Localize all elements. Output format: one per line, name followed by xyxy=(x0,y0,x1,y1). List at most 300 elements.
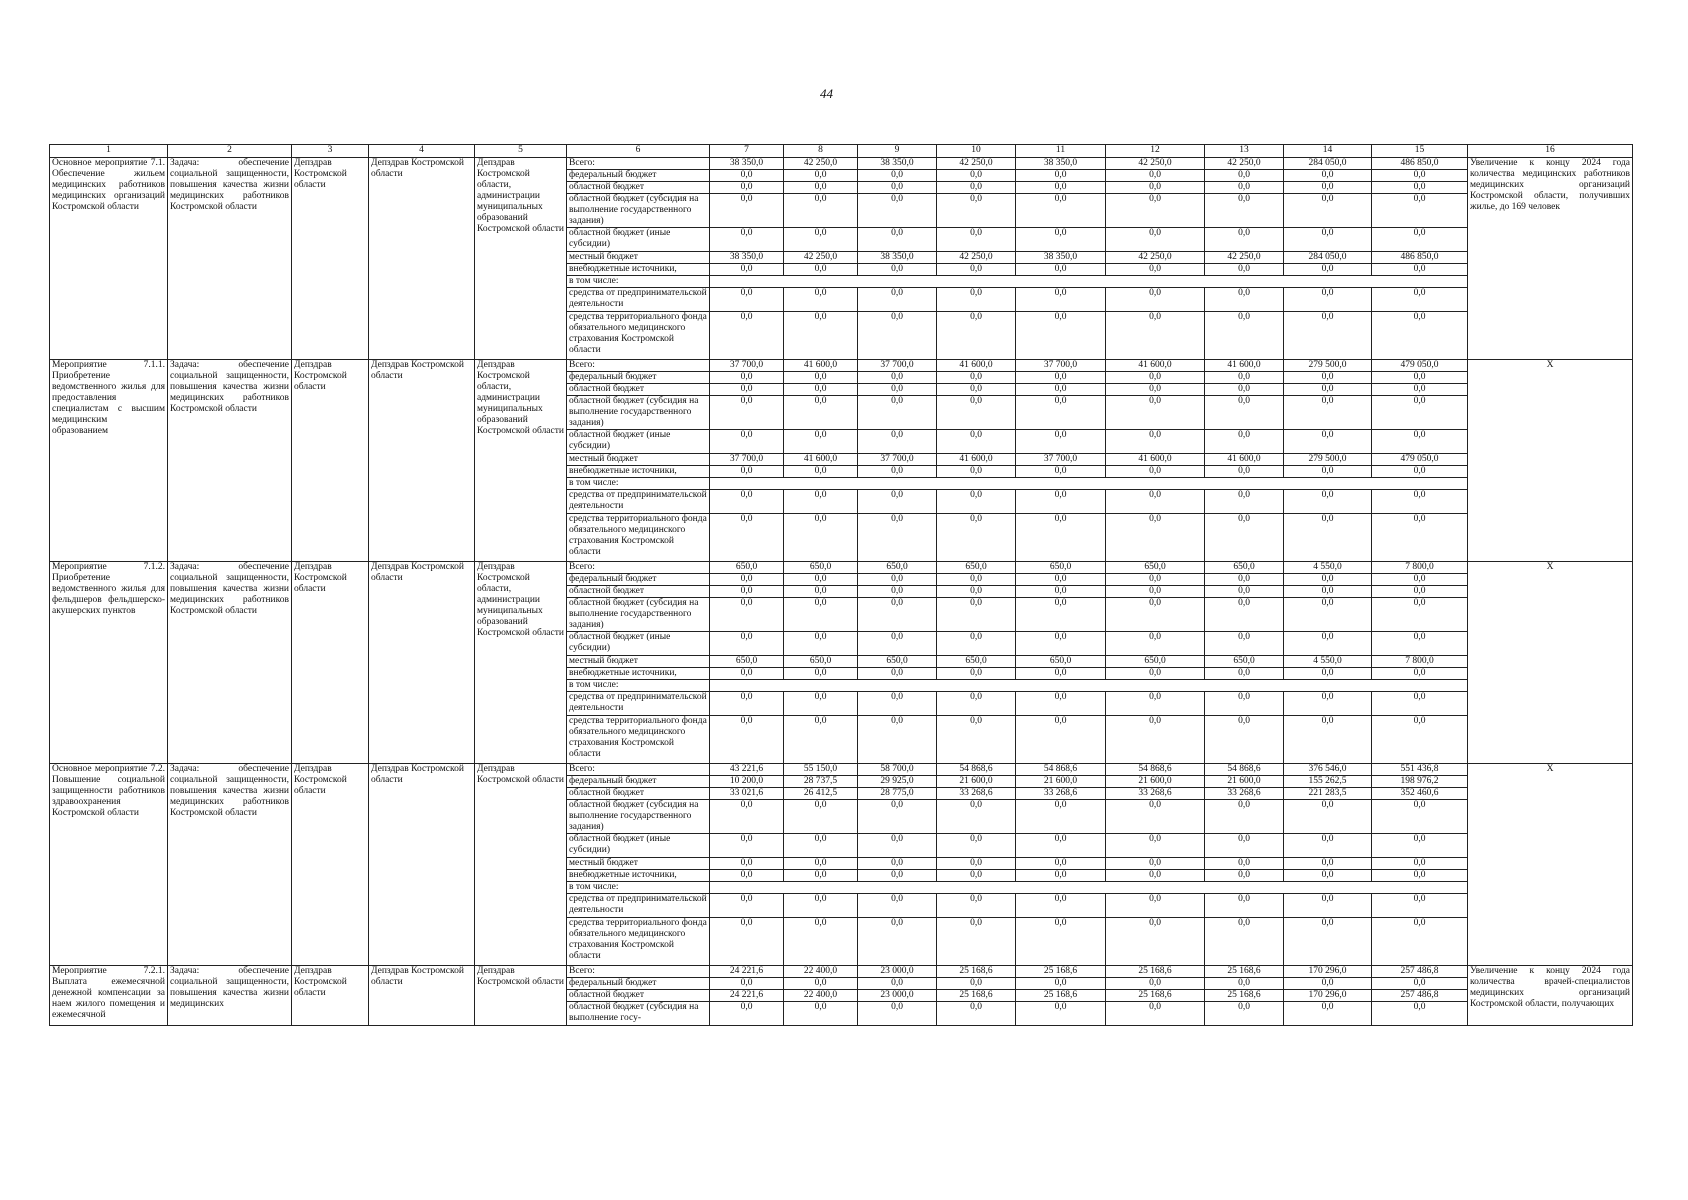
value-cell: 54 868,6 xyxy=(937,764,1016,776)
value-cell: 0,0 xyxy=(1284,668,1372,680)
executor-cell: Депздрав Костромской области xyxy=(369,360,475,562)
value-cell: 0,0 xyxy=(1205,800,1284,834)
task-cell: Задача: обеспечение социальной защищенности, повышения качества жизни медицинских xyxy=(168,966,292,1026)
value-cell: 0,0 xyxy=(1284,194,1372,228)
value-cell: 0,0 xyxy=(710,430,784,454)
value-cell: 25 168,6 xyxy=(1106,990,1205,1002)
table-row xyxy=(50,158,1633,170)
value-cell: 0,0 xyxy=(1106,372,1205,384)
value-cell: 0,0 xyxy=(784,574,858,586)
value-cell: 0,0 xyxy=(1106,430,1205,454)
value-cell: 0,0 xyxy=(1205,372,1284,384)
value-cell: 0,0 xyxy=(1372,586,1468,598)
value-cell: 0,0 xyxy=(858,288,937,312)
value-cell: 0,0 xyxy=(858,894,937,918)
value-cell: 0,0 xyxy=(710,384,784,396)
value-cell: 0,0 xyxy=(1372,466,1468,478)
value-cell: 38 350,0 xyxy=(1016,252,1106,264)
table-row xyxy=(50,966,1633,978)
value-cell: 0,0 xyxy=(1372,834,1468,858)
col-header: 9 xyxy=(858,145,937,158)
col-header: 4 xyxy=(369,145,475,158)
funding-source-label: местный бюджет xyxy=(567,252,710,264)
value-cell: 0,0 xyxy=(1016,264,1106,276)
funding-source-label: внебюджетные источники, xyxy=(567,668,710,680)
value-cell: 0,0 xyxy=(710,586,784,598)
empty-cell xyxy=(710,882,1468,894)
value-cell: 33 268,6 xyxy=(1205,788,1284,800)
value-cell: 0,0 xyxy=(1205,1002,1284,1026)
value-cell: 170 296,0 xyxy=(1284,966,1372,978)
funding-source-label: средства от предпринимательской деятельности xyxy=(567,288,710,312)
value-cell: 0,0 xyxy=(710,834,784,858)
responsible-cell: Депздрав Костромской области xyxy=(292,966,369,1026)
value-cell: 0,0 xyxy=(1106,668,1205,680)
value-cell: 0,0 xyxy=(1106,228,1205,252)
value-cell: 0,0 xyxy=(937,978,1016,990)
value-cell: 0,0 xyxy=(858,870,937,882)
value-cell: 0,0 xyxy=(858,430,937,454)
funding-source-label: средства от предпринимательской деятельности xyxy=(567,692,710,716)
col-header: 5 xyxy=(475,145,567,158)
value-cell: 284 050,0 xyxy=(1284,252,1372,264)
value-cell: 0,0 xyxy=(1284,430,1372,454)
value-cell: 0,0 xyxy=(784,598,858,632)
result-cell: Увеличение к концу 2024 года количества медицинских работников медицинских организаций Костромской области, получивших жилье, до 169 человек xyxy=(1468,158,1633,360)
value-cell: 0,0 xyxy=(710,264,784,276)
empty-cell xyxy=(710,680,1468,692)
value-cell: 0,0 xyxy=(1205,574,1284,586)
executor-cell: Депздрав Костромской области xyxy=(369,764,475,966)
participants-cell: Депздрав Костромской области xyxy=(475,966,567,1026)
value-cell: 0,0 xyxy=(1284,490,1372,514)
value-cell: 0,0 xyxy=(784,288,858,312)
value-cell: 22 400,0 xyxy=(784,966,858,978)
value-cell: 43 221,6 xyxy=(710,764,784,776)
value-cell: 0,0 xyxy=(858,384,937,396)
funding-source-label: средства территориального фонда обязательного медицинского страхования Костромской области xyxy=(567,716,710,764)
task-cell: Задача: обеспечение социальной защищенности, повышения качества жизни медицинских работников Костромской области xyxy=(168,360,292,562)
funding-source-label: федеральный бюджет xyxy=(567,574,710,586)
value-cell: 0,0 xyxy=(1284,598,1372,632)
value-cell: 42 250,0 xyxy=(937,252,1016,264)
funding-source-label: Всего: xyxy=(567,966,710,978)
value-cell: 0,0 xyxy=(1016,1002,1106,1026)
value-cell: 0,0 xyxy=(710,466,784,478)
col-header: 6 xyxy=(567,145,710,158)
value-cell: 0,0 xyxy=(937,466,1016,478)
value-cell: 650,0 xyxy=(710,562,784,574)
value-cell: 0,0 xyxy=(784,716,858,764)
funding-source-label: местный бюджет xyxy=(567,454,710,466)
value-cell: 0,0 xyxy=(1372,228,1468,252)
value-cell: 0,0 xyxy=(1016,466,1106,478)
value-cell: 0,0 xyxy=(1016,228,1106,252)
value-cell: 0,0 xyxy=(858,396,937,430)
value-cell: 221 283,5 xyxy=(1284,788,1372,800)
value-cell: 0,0 xyxy=(1016,668,1106,680)
value-cell: 0,0 xyxy=(1205,228,1284,252)
value-cell: 26 412,5 xyxy=(784,788,858,800)
col-header: 10 xyxy=(937,145,1016,158)
funding-source-label: областной бюджет (иные субсидии) xyxy=(567,228,710,252)
value-cell: 0,0 xyxy=(1205,716,1284,764)
value-cell: 0,0 xyxy=(1205,430,1284,454)
value-cell: 0,0 xyxy=(937,918,1016,966)
funding-source-label: областной бюджет (субсидия на выполнение государственного задания) xyxy=(567,396,710,430)
value-cell: 0,0 xyxy=(858,716,937,764)
value-cell: 0,0 xyxy=(784,514,858,562)
value-cell: 7 800,0 xyxy=(1372,656,1468,668)
value-cell: 0,0 xyxy=(1284,870,1372,882)
value-cell: 0,0 xyxy=(858,586,937,598)
value-cell: 4 550,0 xyxy=(1284,656,1372,668)
value-cell: 0,0 xyxy=(937,384,1016,396)
value-cell: 0,0 xyxy=(1372,170,1468,182)
value-cell: 486 850,0 xyxy=(1372,158,1468,170)
executor-cell: Депздрав Костромской области xyxy=(369,158,475,360)
value-cell: 0,0 xyxy=(858,182,937,194)
value-cell: 0,0 xyxy=(1106,858,1205,870)
value-cell: 257 486,8 xyxy=(1372,966,1468,978)
value-cell: 376 546,0 xyxy=(1284,764,1372,776)
value-cell: 0,0 xyxy=(1372,870,1468,882)
value-cell: 650,0 xyxy=(784,562,858,574)
value-cell: 37 700,0 xyxy=(710,454,784,466)
responsible-cell: Депздрав Костромской области xyxy=(292,764,369,966)
value-cell: 0,0 xyxy=(858,598,937,632)
funding-source-label: средства от предпринимательской деятельности xyxy=(567,490,710,514)
value-cell: 352 460,6 xyxy=(1372,788,1468,800)
value-cell: 42 250,0 xyxy=(784,252,858,264)
value-cell: 0,0 xyxy=(1016,692,1106,716)
value-cell: 7 800,0 xyxy=(1372,562,1468,574)
value-cell: 0,0 xyxy=(784,1002,858,1026)
funding-source-label: областной бюджет (субсидия на выполнение госу- xyxy=(567,1002,710,1026)
value-cell: 0,0 xyxy=(1284,918,1372,966)
value-cell: 0,0 xyxy=(1106,514,1205,562)
value-cell: 41 600,0 xyxy=(937,454,1016,466)
value-cell: 0,0 xyxy=(1284,514,1372,562)
funding-source-label: внебюджетные источники, xyxy=(567,466,710,478)
executor-cell: Депздрав Костромской области xyxy=(369,966,475,1026)
col-header: 13 xyxy=(1205,145,1284,158)
funding-source-label: Всего: xyxy=(567,764,710,776)
col-header: 12 xyxy=(1106,145,1205,158)
value-cell: 24 221,6 xyxy=(710,966,784,978)
value-cell: 0,0 xyxy=(1016,312,1106,360)
value-cell: 41 600,0 xyxy=(1106,360,1205,372)
value-cell: 0,0 xyxy=(710,490,784,514)
value-cell: 0,0 xyxy=(937,264,1016,276)
value-cell: 0,0 xyxy=(1372,978,1468,990)
value-cell: 0,0 xyxy=(784,858,858,870)
value-cell: 25 168,6 xyxy=(937,990,1016,1002)
value-cell: 0,0 xyxy=(784,170,858,182)
value-cell: 37 700,0 xyxy=(858,454,937,466)
value-cell: 25 168,6 xyxy=(1205,966,1284,978)
value-cell: 0,0 xyxy=(1016,800,1106,834)
value-cell: 0,0 xyxy=(1205,668,1284,680)
value-cell: 0,0 xyxy=(1372,288,1468,312)
value-cell: 0,0 xyxy=(1372,858,1468,870)
value-cell: 0,0 xyxy=(1106,586,1205,598)
value-cell: 0,0 xyxy=(937,598,1016,632)
value-cell: 0,0 xyxy=(858,466,937,478)
result-cell: X xyxy=(1468,764,1633,966)
value-cell: 25 168,6 xyxy=(1016,966,1106,978)
funding-source-label: областной бюджет (иные субсидии) xyxy=(567,834,710,858)
value-cell: 0,0 xyxy=(1205,384,1284,396)
value-cell: 0,0 xyxy=(937,430,1016,454)
value-cell: 0,0 xyxy=(1106,194,1205,228)
value-cell: 0,0 xyxy=(1106,692,1205,716)
value-cell: 0,0 xyxy=(1106,182,1205,194)
value-cell: 0,0 xyxy=(1106,1002,1205,1026)
value-cell: 0,0 xyxy=(1372,430,1468,454)
value-cell: 38 350,0 xyxy=(858,158,937,170)
empty-cell xyxy=(710,478,1468,490)
funding-source-label: Всего: xyxy=(567,158,710,170)
value-cell: 0,0 xyxy=(784,182,858,194)
value-cell: 0,0 xyxy=(1016,586,1106,598)
value-cell: 37 700,0 xyxy=(710,360,784,372)
participants-cell: Депздрав Костромской области, администрации муниципальных образований Костромской области xyxy=(475,360,567,562)
funding-source-label: средства территориального фонда обязательного медицинского страхования Костромской области xyxy=(567,514,710,562)
value-cell: 0,0 xyxy=(858,800,937,834)
activity-name: Мероприятие 7.1.2. Приобретение ведомственного жилья для фельдшеров фельдшерско-акушерских пунктов xyxy=(50,562,168,764)
value-cell: 0,0 xyxy=(1284,834,1372,858)
value-cell: 479 050,0 xyxy=(1372,360,1468,372)
funding-source-label: внебюджетные источники, xyxy=(567,870,710,882)
value-cell: 0,0 xyxy=(1284,384,1372,396)
value-cell: 33 021,6 xyxy=(710,788,784,800)
value-cell: 0,0 xyxy=(1205,264,1284,276)
value-cell: 0,0 xyxy=(1106,632,1205,656)
column-number-row xyxy=(50,145,1633,158)
value-cell: 0,0 xyxy=(937,490,1016,514)
value-cell: 0,0 xyxy=(1372,574,1468,586)
value-cell: 650,0 xyxy=(1205,562,1284,574)
value-cell: 0,0 xyxy=(1016,372,1106,384)
value-cell: 0,0 xyxy=(710,692,784,716)
col-header: 2 xyxy=(168,145,292,158)
value-cell: 650,0 xyxy=(784,656,858,668)
value-cell: 0,0 xyxy=(1284,586,1372,598)
value-cell: 0,0 xyxy=(1016,170,1106,182)
value-cell: 28 737,5 xyxy=(784,776,858,788)
funding-source-label: областной бюджет xyxy=(567,384,710,396)
value-cell: 58 700,0 xyxy=(858,764,937,776)
value-cell: 0,0 xyxy=(1016,716,1106,764)
value-cell: 0,0 xyxy=(1016,632,1106,656)
value-cell: 284 050,0 xyxy=(1284,158,1372,170)
funding-source-label: федеральный бюджет xyxy=(567,776,710,788)
value-cell: 0,0 xyxy=(937,170,1016,182)
table-row xyxy=(50,562,1633,574)
value-cell: 0,0 xyxy=(1106,894,1205,918)
value-cell: 0,0 xyxy=(1106,716,1205,764)
responsible-cell: Депздрав Костромской области xyxy=(292,158,369,360)
funding-source-label: областной бюджет xyxy=(567,990,710,1002)
funding-source-label: федеральный бюджет xyxy=(567,372,710,384)
result-cell: X xyxy=(1468,562,1633,764)
value-cell: 0,0 xyxy=(1284,396,1372,430)
activity-name: Основное мероприятие 7.2. Повышение социальной защищенности работников здравоохранения Костромской области xyxy=(50,764,168,966)
participants-cell: Депздрав Костромской области, администрации муниципальных образований Костромской области xyxy=(475,158,567,360)
value-cell: 21 600,0 xyxy=(1016,776,1106,788)
value-cell: 0,0 xyxy=(710,574,784,586)
value-cell: 0,0 xyxy=(937,834,1016,858)
value-cell: 23 000,0 xyxy=(858,990,937,1002)
value-cell: 0,0 xyxy=(1205,870,1284,882)
value-cell: 0,0 xyxy=(784,396,858,430)
value-cell: 0,0 xyxy=(1372,632,1468,656)
value-cell: 0,0 xyxy=(858,514,937,562)
value-cell: 0,0 xyxy=(1372,384,1468,396)
empty-cell xyxy=(710,276,1468,288)
value-cell: 0,0 xyxy=(1106,834,1205,858)
value-cell: 0,0 xyxy=(1372,800,1468,834)
value-cell: 0,0 xyxy=(1106,978,1205,990)
value-cell: 0,0 xyxy=(1284,288,1372,312)
value-cell: 38 350,0 xyxy=(858,252,937,264)
value-cell: 0,0 xyxy=(1205,598,1284,632)
value-cell: 0,0 xyxy=(710,800,784,834)
value-cell: 0,0 xyxy=(1284,228,1372,252)
value-cell: 0,0 xyxy=(937,514,1016,562)
result-cell: X xyxy=(1468,360,1633,562)
value-cell: 0,0 xyxy=(1016,384,1106,396)
funding-source-label: Всего: xyxy=(567,562,710,574)
value-cell: 0,0 xyxy=(1372,716,1468,764)
value-cell: 0,0 xyxy=(1016,194,1106,228)
value-cell: 0,0 xyxy=(710,228,784,252)
value-cell: 0,0 xyxy=(937,870,1016,882)
value-cell: 0,0 xyxy=(710,312,784,360)
value-cell: 155 262,5 xyxy=(1284,776,1372,788)
participants-cell: Депздрав Костромской области xyxy=(475,764,567,966)
value-cell: 0,0 xyxy=(1106,312,1205,360)
task-cell: Задача: обеспечение социальной защищенности, повышения качества жизни медицинских работников Костромской области xyxy=(168,764,292,966)
value-cell: 0,0 xyxy=(937,586,1016,598)
page-number: 44 xyxy=(820,86,833,101)
value-cell: 37 700,0 xyxy=(858,360,937,372)
value-cell: 0,0 xyxy=(1205,312,1284,360)
value-cell: 650,0 xyxy=(1106,656,1205,668)
value-cell: 0,0 xyxy=(784,894,858,918)
value-cell: 29 925,0 xyxy=(858,776,937,788)
value-cell: 21 600,0 xyxy=(1106,776,1205,788)
value-cell: 0,0 xyxy=(1372,194,1468,228)
value-cell: 0,0 xyxy=(1205,288,1284,312)
result-cell: Увеличение к концу 2024 года количества врачей-специалистов медицинских организаций Костромской области, получающих xyxy=(1468,966,1633,1026)
value-cell: 25 168,6 xyxy=(1016,990,1106,1002)
participants-cell: Депздрав Костромской области, администрации муниципальных образований Костромской области xyxy=(475,562,567,764)
value-cell: 42 250,0 xyxy=(1106,252,1205,264)
value-cell: 279 500,0 xyxy=(1284,454,1372,466)
value-cell: 0,0 xyxy=(937,692,1016,716)
value-cell: 479 050,0 xyxy=(1372,454,1468,466)
budget-table xyxy=(49,144,1632,1026)
value-cell: 0,0 xyxy=(1372,396,1468,430)
value-cell: 279 500,0 xyxy=(1284,360,1372,372)
value-cell: 0,0 xyxy=(1106,870,1205,882)
value-cell: 41 600,0 xyxy=(937,360,1016,372)
funding-source-label: местный бюджет xyxy=(567,656,710,668)
value-cell: 0,0 xyxy=(858,858,937,870)
value-cell: 21 600,0 xyxy=(937,776,1016,788)
value-cell: 0,0 xyxy=(1205,586,1284,598)
col-header: 3 xyxy=(292,145,369,158)
value-cell: 0,0 xyxy=(1284,182,1372,194)
value-cell: 0,0 xyxy=(1205,490,1284,514)
value-cell: 486 850,0 xyxy=(1372,252,1468,264)
value-cell: 0,0 xyxy=(784,312,858,360)
value-cell: 0,0 xyxy=(1205,918,1284,966)
value-cell: 0,0 xyxy=(784,194,858,228)
value-cell: 0,0 xyxy=(858,574,937,586)
value-cell: 0,0 xyxy=(1016,870,1106,882)
value-cell: 42 250,0 xyxy=(784,158,858,170)
value-cell: 0,0 xyxy=(858,264,937,276)
value-cell: 0,0 xyxy=(1372,264,1468,276)
value-cell: 0,0 xyxy=(784,834,858,858)
value-cell: 0,0 xyxy=(937,858,1016,870)
value-cell: 38 350,0 xyxy=(1016,158,1106,170)
funding-source-label: средства от предпринимательской деятельности xyxy=(567,894,710,918)
task-cell: Задача: обеспечение социальной защищенности, повышения качества жизни медицинских работников Костромской области xyxy=(168,158,292,360)
value-cell: 0,0 xyxy=(1016,490,1106,514)
value-cell: 0,0 xyxy=(710,918,784,966)
funding-source-label: в том числе: xyxy=(567,478,710,490)
value-cell: 650,0 xyxy=(937,656,1016,668)
value-cell: 0,0 xyxy=(784,466,858,478)
value-cell: 0,0 xyxy=(710,870,784,882)
value-cell: 0,0 xyxy=(1284,264,1372,276)
col-header: 14 xyxy=(1284,145,1372,158)
col-header: 1 xyxy=(50,145,168,158)
value-cell: 0,0 xyxy=(1205,978,1284,990)
funding-source-label: Всего: xyxy=(567,360,710,372)
value-cell: 0,0 xyxy=(784,632,858,656)
value-cell: 0,0 xyxy=(1205,182,1284,194)
value-cell: 33 268,6 xyxy=(1016,788,1106,800)
value-cell: 0,0 xyxy=(858,372,937,384)
value-cell: 650,0 xyxy=(937,562,1016,574)
value-cell: 0,0 xyxy=(1372,1002,1468,1026)
value-cell: 0,0 xyxy=(710,716,784,764)
value-cell: 0,0 xyxy=(1284,1002,1372,1026)
funding-source-label: областной бюджет (субсидия на выполнение государственного задания) xyxy=(567,800,710,834)
value-cell: 0,0 xyxy=(1205,170,1284,182)
value-cell: 33 268,6 xyxy=(937,788,1016,800)
value-cell: 0,0 xyxy=(784,692,858,716)
responsible-cell: Депздрав Костромской области xyxy=(292,360,369,562)
value-cell: 0,0 xyxy=(1284,800,1372,834)
value-cell: 0,0 xyxy=(784,490,858,514)
value-cell: 0,0 xyxy=(1205,466,1284,478)
value-cell: 650,0 xyxy=(858,656,937,668)
value-cell: 0,0 xyxy=(710,668,784,680)
value-cell: 0,0 xyxy=(710,894,784,918)
col-header: 7 xyxy=(710,145,784,158)
value-cell: 0,0 xyxy=(1284,632,1372,656)
value-cell: 0,0 xyxy=(1016,598,1106,632)
value-cell: 42 250,0 xyxy=(1205,252,1284,264)
value-cell: 0,0 xyxy=(1106,170,1205,182)
value-cell: 37 700,0 xyxy=(1016,360,1106,372)
